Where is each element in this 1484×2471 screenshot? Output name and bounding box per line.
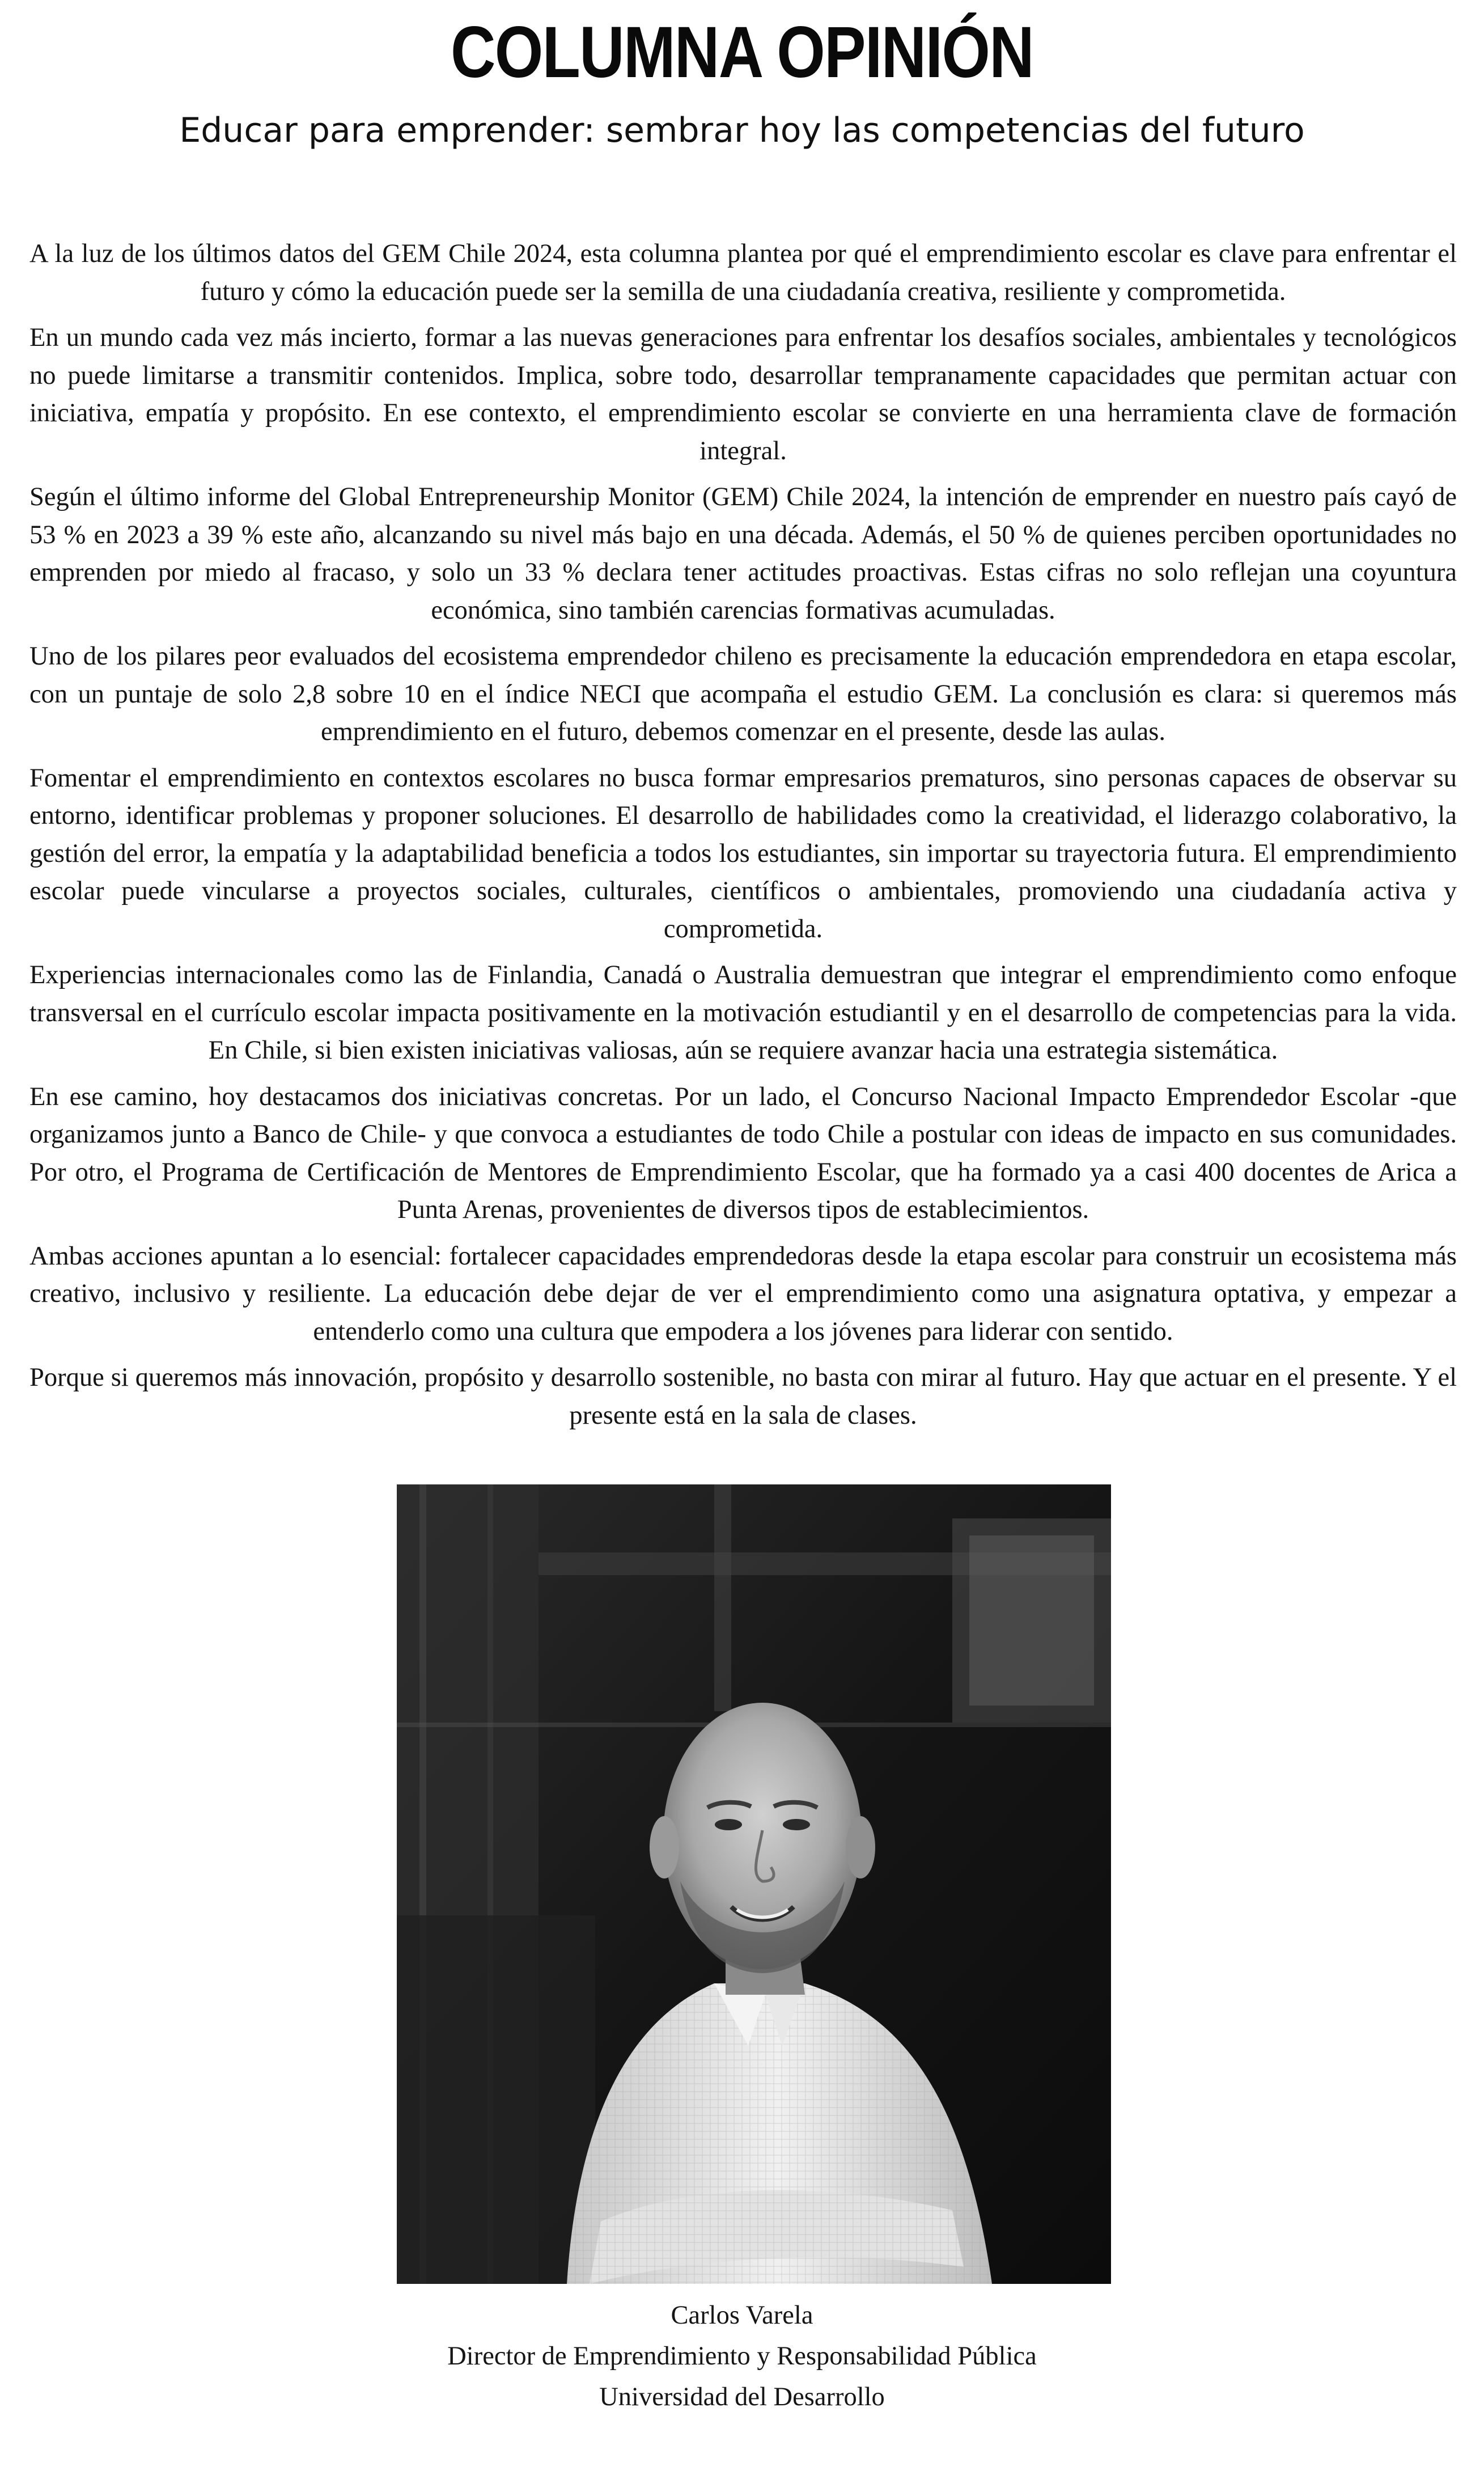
article-paragraph: En ese camino, hoy destacamos dos iniciativas concretas. Por un lado, el Concurso Nacional Impacto Emprendedor Escolar -que organizamos junto a Banco de Chile- y que convoca a estudiantes de todo Chile a postular con ideas de impacto en sus comunidades. Por otro, el Programa de Certificación de Mentores de Emprendimiento Escolar, que ha formado ya a casi 400 docentes de Arica a Punta Arenas, provenientes de diversos tipos de establecimientos.	[29, 1082, 1457, 1224]
article-paragraph: Uno de los pilares peor evaluados del ecosistema emprendedor chileno es precisamente la educación emprendedora en etapa escolar, con un puntaje de solo 2,8 sobre 10 en el índice NECI que acompaña el estudio GEM. La conclusión es clara: si queremos más emprendimiento en el futuro, debemos comenzar en el presente, desde las aulas.	[29, 642, 1457, 746]
article-headline: Educar para emprender: sembrar hoy las competencias del futuro	[179, 111, 1305, 150]
article-paragraph: Ambas acciones apuntan a lo esencial: fortalecer capacidades emprendedoras desde la etapa escolar para construir un ecosistema más creativo, inclusivo y resiliente. La educación debe dejar de ver el emprendimiento como una asignatura optativa, y empezar a entenderlo como una cultura que empodera a los jóvenes para liderar con sentido.	[29, 1241, 1457, 1346]
author-institution: Universidad del Desarrollo	[599, 2383, 885, 2411]
section-kicker: COLUMNA OPINIÓN	[450, 12, 1034, 93]
article-paragraph: A la luz de los últimos datos del GEM Chile 2024, esta columna plantea por qué el emprendimiento escolar es clave para enfrentar el futuro y cómo la educación puede ser la semilla de una ciudadanía creativa, resiliente y comprometida.	[29, 239, 1457, 306]
article-paragraph: Experiencias internacionales como las de Finlandia, Canadá o Australia demuestran que integrar el emprendimiento como enfoque transversal en el currículo escolar impacta positivamente en la motivación estudiantil y en el desarrollo de competencias para la vida. En Chile, si bien existen iniciativas valiosas, aún se requiere avanzar hacia una estrategia sistemática.	[29, 961, 1457, 1065]
article-paragraph: Porque si queremos más innovación, propósito y desarrollo sostenible, no basta con mirar al futuro. Hay que actuar en el presente. Y el presente está en la sala de clases.	[29, 1363, 1457, 1430]
article-body	[29, 235, 1457, 1443]
author-title: Director de Emprendimiento y Responsabilidad Pública	[447, 2342, 1037, 2371]
article-paragraph: En un mundo cada vez más incierto, formar a las nuevas generaciones para enfrentar los desafíos sociales, ambientales y tecnológicos no puede limitarse a transmitir contenidos. Implica, sobre todo, desarrollar tempranamente capacidades que permitan actuar con iniciativa, empatía y propósito. En ese contexto, el emprendimiento escolar se convierte en una herramienta clave de formación integral.	[29, 323, 1457, 466]
article-paragraph: Fomentar el emprendimiento en contextos escolares no busca formar empresarios prematuros, sino personas capaces de observar su entorno, identificar problemas y proponer soluciones. El desarrollo de habilidades como la creatividad, el liderazgo colaborativo, la gestión del error, la empatía y la adaptabilidad beneficia a todos los estudiantes, sin importar su trayectoria futura. El emprendimiento escolar puede vincularse a proyectos sociales, culturales, científicos o ambientales, promoviendo una ciudadanía activa y comprometida.	[29, 763, 1457, 943]
article-paragraph: Según el último informe del Global Entrepreneurship Monitor (GEM) Chile 2024, la intención de emprender en nuestro país cayó de 53 % en 2023 a 39 % este año, alcanzando su nivel más bajo en una década. Además, el 50 % de quienes perciben oportunidades no emprenden por miedo al fracaso, y solo un 33 % declara tener actitudes proactivas. Estas cifras no solo reflejan una coyuntura económica, sino también carencias formativas acumuladas.	[29, 483, 1457, 625]
author-caption	[0, 2295, 1484, 2418]
author-photo	[397, 1484, 1111, 2284]
author-name: Carlos Varela	[671, 2301, 813, 2330]
